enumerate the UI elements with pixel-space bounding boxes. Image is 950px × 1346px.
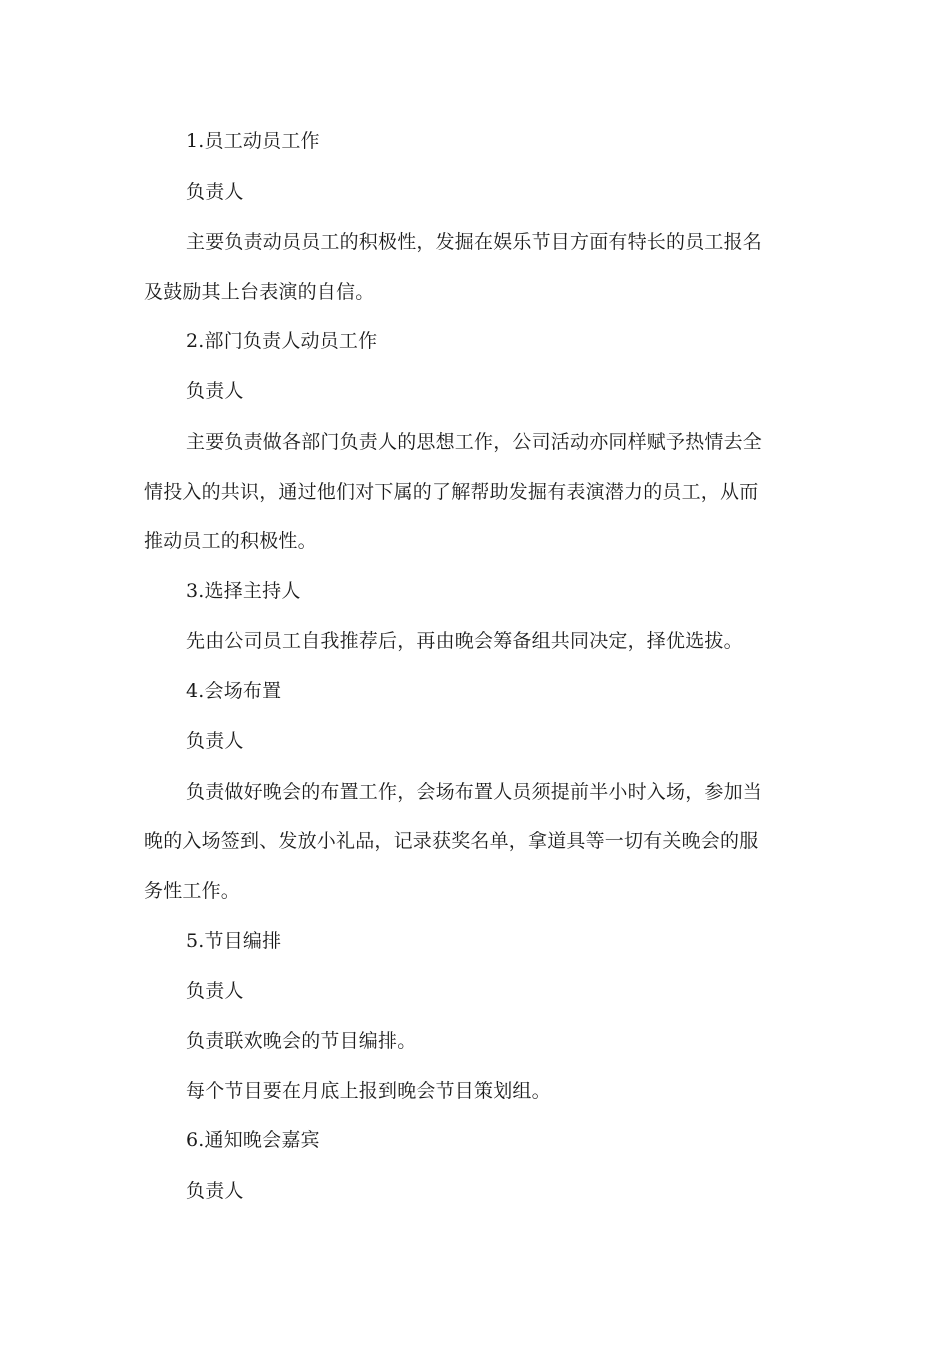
- section-1-body-line-1: 主要负责动员员工的积极性，发掘在娱乐节目方面有特长的员工报名: [186, 231, 763, 253]
- section-1-responsible-label: 负责人: [186, 181, 244, 203]
- section-3-heading: 3.选择主持人: [186, 580, 301, 602]
- section-4-heading: 4.会场布置: [186, 680, 282, 702]
- section-4-body-line-3: 务性工作。: [144, 880, 241, 902]
- section-4-body-line-2: 晚的入场签到、发放小礼品，记录获奖名单，拿道具等一切有关晚会的服: [144, 830, 759, 852]
- section-5-responsible-label: 负责人: [186, 980, 244, 1002]
- section-6-heading: 6.通知晚会嘉宾: [186, 1129, 320, 1151]
- section-5-heading: 5.节目编排: [186, 930, 282, 952]
- section-1-body-line-2: 及鼓励其上台表演的自信。: [144, 281, 375, 303]
- section-3-body-line-1: 先由公司员工自我推荐后，再由晚会筹备组共同决定，择优选拔。: [186, 630, 743, 652]
- section-2-body-line-3: 推动员工的积极性。: [144, 530, 317, 552]
- section-5-body-line-2: 每个节目要在月底上报到晚会节目策划组。: [186, 1080, 551, 1102]
- section-4-body-line-1: 负责做好晚会的布置工作，会场布置人员须提前半小时入场，参加当: [186, 781, 763, 803]
- section-2-heading: 2.部门负责人动员工作: [186, 330, 378, 352]
- section-1-heading: 1.员工动员工作: [186, 130, 320, 152]
- section-6-responsible-label: 负责人: [186, 1180, 244, 1202]
- section-4-responsible-label: 负责人: [186, 730, 244, 752]
- section-5-body-line-1: 负责联欢晚会的节目编排。: [186, 1030, 417, 1052]
- section-2-body-line-1: 主要负责做各部门负责人的思想工作，公司活动亦同样赋予热情去全: [186, 431, 763, 453]
- section-2-body-line-2: 情投入的共识，通过他们对下属的了解帮助发掘有表演潜力的员工，从而: [144, 481, 759, 503]
- section-2-responsible-label: 负责人: [186, 380, 244, 402]
